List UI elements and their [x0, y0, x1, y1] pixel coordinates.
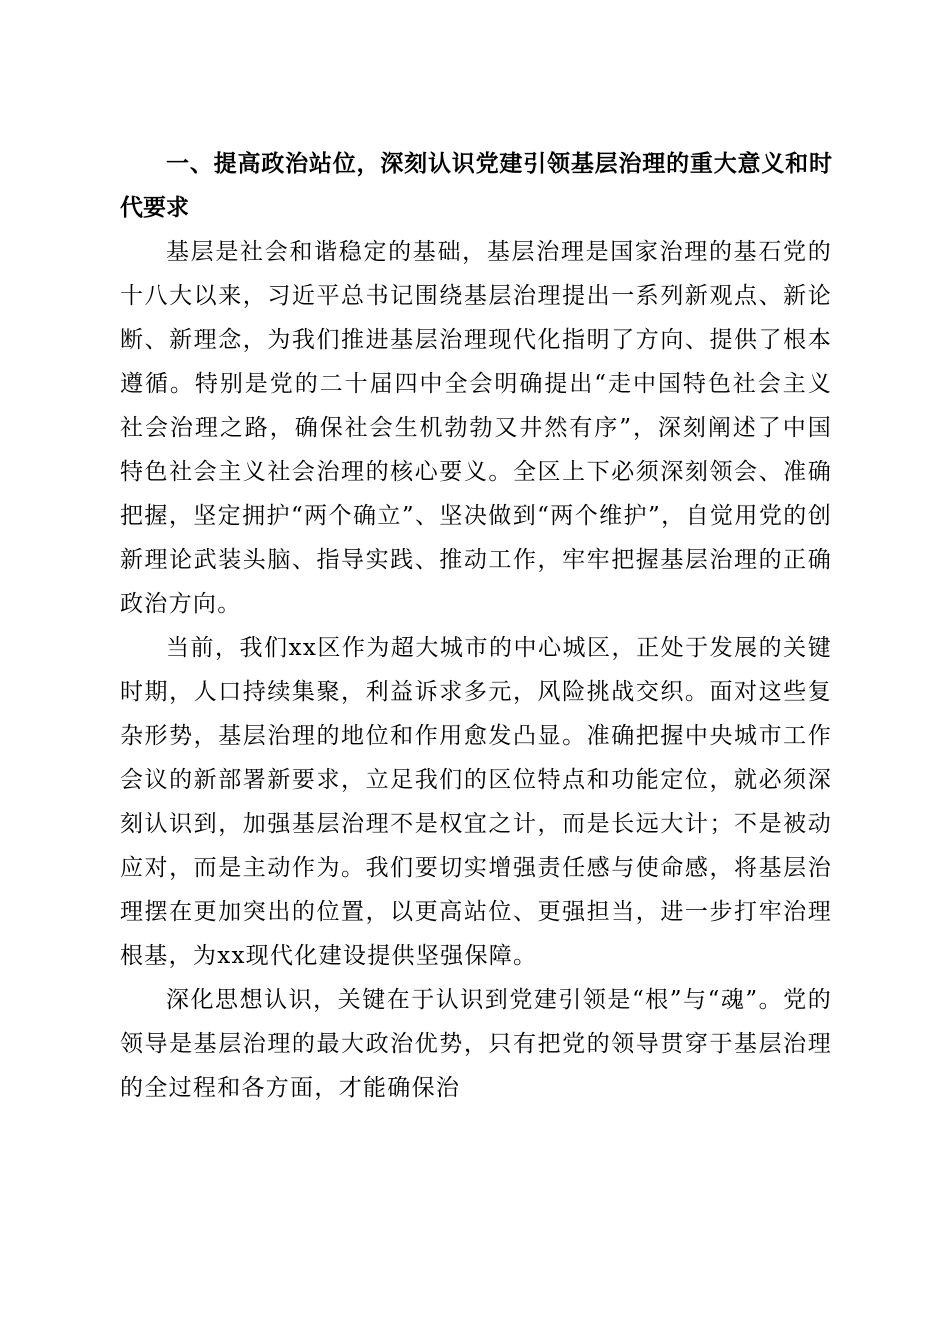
body-paragraph-2: 当前，我们xx区作为超大城市的中心城区，正处于发展的关键时期，人口持续集聚，利益诉求多元，风险挑战交织。面对这些复杂形势，基层治理的地位和作用愈发凸显。准确把握中央城市工作会议的新部署新要求，立足我们的区位特点和功能定位，就必须深刻认识到，加强基层治理不是权宜之计，而是长远大计；不是被动应对，而是主动作为。我们要切实增强责任感与使命感，将基层治理摆在更加突出的位置，以更高站位、更强担当，进一步打牢治理根基，为xx现代化建设提供坚强保障。: [120, 635, 832, 969]
body-paragraph-3: 深化思想认识，关键在于认识到党建引领是“根”与“魂”。党的领导是基层治理的最大政治优势，只有把党的领导贯穿于基层治理的全过程和各方面，才能确保治: [120, 987, 832, 1101]
document-body: [120, 142, 832, 1110]
section-heading: 一、提高政治站位，深刻认识党建引领基层治理的重大意义和时代要求: [120, 151, 832, 221]
body-paragraph-1: 基层是社会和谐稳定的基础，基层治理是国家治理的基石党的十八大以来，习近平总书记围绕基层治理提出一系列新观点、新论断、新理念，为我们推进基层治理现代化指明了方向、提供了根本遵循。特别是党的二十届四中全会明确提出“走中国特色社会主义社会治理之路，确保社会生机勃勃又井然有序”，深刻阐述了中国特色社会主义社会治理的核心要义。全区上下必须深刻领会、准确把握，坚定拥护“两个确立”、坚决做到“两个维护”，自觉用党的创新理论武装头脑、指导实践、推动工作，牢牢把握基层治理的正确政治方向。: [120, 239, 832, 617]
